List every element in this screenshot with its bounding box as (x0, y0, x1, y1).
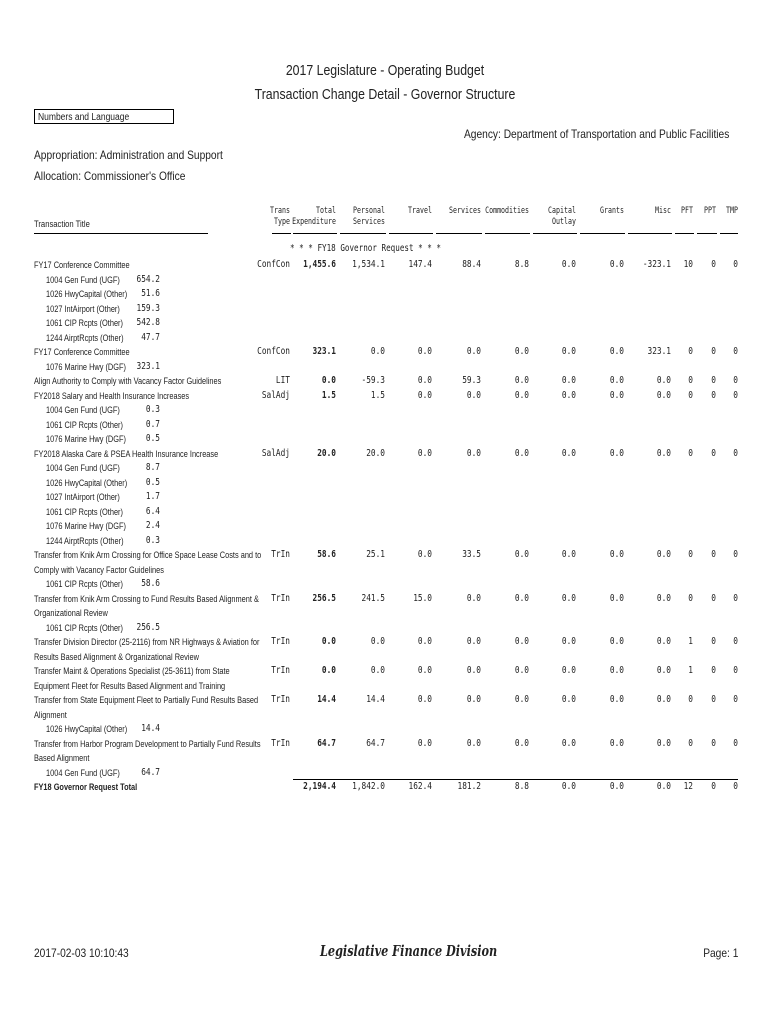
cell-grants: 0.0 (609, 259, 624, 270)
cell-services: 0.0 (466, 636, 481, 647)
cell-ppt: 0 (711, 375, 716, 386)
cell-ppt: 0 (711, 389, 716, 401)
total-travel: 162.4 (408, 781, 432, 792)
cell-services: 0.0 (466, 694, 481, 705)
cell-comm: 0.0 (514, 737, 529, 749)
cell-type: TrIn (271, 694, 290, 705)
cell-ppt: 0 (711, 737, 716, 749)
cell-travel: 15.0 (413, 592, 432, 604)
cell-misc: 0.0 (656, 665, 671, 676)
cell-comm: 0.0 (514, 389, 529, 401)
cell-grants: 0.0 (609, 549, 624, 560)
cell-cap: 0.0 (561, 447, 576, 459)
total-ppt: 0 (711, 781, 716, 792)
col-header-line: Travel (408, 206, 432, 216)
header-underline (272, 233, 291, 234)
header-underline (720, 233, 738, 234)
cell-ppt: 0 (711, 346, 716, 357)
cell-services: 88.4 (462, 259, 481, 270)
fund-amount: 0.3 (145, 534, 160, 546)
cell-tmp: 0 (733, 592, 738, 604)
fund-amount: 47.7 (141, 331, 160, 343)
cell-pft: 0 (688, 375, 693, 386)
cell-services: 0.0 (466, 592, 481, 604)
fund-source: 1026 HwyCapital (Other) (46, 477, 128, 488)
fund-source: 1076 Marine Hwy (DGF) (46, 434, 126, 444)
cell-cap: 0.0 (561, 346, 576, 357)
row-title: FY2018 Salary and Health Insurance Increases (34, 390, 190, 401)
cell-travel: 0.0 (417, 447, 432, 459)
total-cap: 0.0 (561, 781, 576, 792)
cell-pft: 0 (688, 389, 693, 401)
total-misc: 0.0 (656, 781, 671, 792)
report-title: 2017 Legislature - Operating Budget (285, 62, 485, 79)
col-header-tmp (676, 206, 738, 217)
cell-travel: 0.0 (417, 665, 432, 676)
cell-ps: 64.7 (366, 737, 385, 749)
section-label: * * * FY18 Governor Request * * * (290, 243, 441, 254)
appropriation-label: Appropriation: Administration and Support (34, 148, 223, 162)
cell-ps: 1,534.1 (352, 259, 385, 270)
cell-tmp: 0 (733, 636, 738, 647)
report-subtitle: Transaction Change Detail - Governor Structure (254, 86, 516, 103)
cell-services: 0.0 (466, 737, 481, 749)
col-header-line: PPT (704, 206, 716, 216)
cell-grants: 0.0 (609, 346, 624, 357)
cell-travel: 147.4 (408, 259, 432, 270)
cell-cap: 0.0 (561, 259, 576, 270)
cell-total: 0.0 (321, 665, 336, 676)
fund-amount: 1.7 (145, 491, 160, 502)
cell-pft: 10 (683, 259, 693, 270)
col-header-line: Services (449, 206, 481, 216)
fund-amount: 8.7 (145, 462, 160, 473)
fund-source: 1027 IntAirport (Other) (46, 303, 120, 314)
cell-pft: 0 (688, 447, 693, 459)
cell-ps: 241.5 (361, 592, 385, 604)
cell-misc: 0.0 (656, 636, 671, 647)
cell-total: 64.7 (317, 737, 336, 749)
row-title: Transfer from State Equipment Fleet to Partially Fund Results Based (34, 695, 259, 705)
cell-pft: 0 (688, 694, 693, 705)
cell-misc: 0.0 (656, 447, 671, 459)
fund-source: 1004 Gen Fund (UGF) (46, 405, 120, 415)
cell-total: 256.5 (312, 592, 336, 604)
footer-division: Legislative Finance Division (320, 942, 498, 960)
cell-total: 58.6 (317, 549, 336, 560)
fund-amount: 0.7 (145, 418, 160, 430)
cell-total: 0.0 (321, 375, 336, 386)
header-underline (697, 233, 717, 234)
fund-amount: 323.1 (136, 360, 160, 372)
cell-ps: 14.4 (366, 694, 385, 705)
cell-tmp: 0 (733, 447, 738, 459)
fund-source: 1061 CIP Rcpts (Other) (46, 622, 123, 633)
cell-ps: 0.0 (370, 665, 385, 676)
cell-misc: 0.0 (656, 549, 671, 560)
cell-misc: 0.0 (656, 737, 671, 749)
cell-travel: 0.0 (417, 346, 432, 357)
header-underline (675, 233, 694, 234)
fund-source: 1004 Gen Fund (UGF) (46, 767, 120, 778)
cell-comm: 0.0 (514, 694, 529, 705)
cell-ppt: 0 (711, 592, 716, 604)
header-underline (485, 233, 530, 234)
cell-ppt: 0 (711, 665, 716, 676)
cell-comm: 0.0 (514, 375, 529, 386)
cell-services: 0.0 (466, 346, 481, 357)
cell-grants: 0.0 (609, 636, 624, 647)
cell-type: SalAdj (261, 389, 290, 401)
fund-amount: 0.5 (145, 476, 160, 488)
row-title: Equipment Fleet for Results Based Alignment and Training (34, 680, 226, 691)
cell-misc: 0.0 (656, 592, 671, 604)
cell-travel: 0.0 (417, 737, 432, 749)
cell-total: 1.5 (321, 389, 336, 401)
total-services: 181.2 (457, 781, 481, 792)
fund-source: 1004 Gen Fund (UGF) (46, 463, 120, 473)
cell-grants: 0.0 (609, 737, 624, 749)
row-title: Alignment (34, 709, 67, 720)
header-underline (34, 233, 208, 234)
row-title: Transfer Maint & Operations Specialist (25-3611) from State (34, 666, 230, 676)
cell-misc: 323.1 (647, 346, 671, 357)
cell-grants: 0.0 (609, 389, 624, 401)
cell-total: 0.0 (321, 636, 336, 647)
col-header-line: Capital (548, 206, 576, 216)
cell-pft: 0 (688, 549, 693, 560)
total-comm: 8.8 (514, 781, 529, 792)
agency-label: Agency: Department of Transportation and Public Facilities (464, 127, 730, 141)
total-row-title: FY18 Governor Request Total (34, 782, 138, 792)
cell-comm: 0.0 (514, 549, 529, 560)
cell-tmp: 0 (733, 389, 738, 401)
cell-cap: 0.0 (561, 665, 576, 676)
fund-amount: 6.4 (145, 505, 160, 517)
cell-cap: 0.0 (561, 375, 576, 386)
cell-tmp: 0 (733, 346, 738, 357)
cell-misc: 0.0 (656, 694, 671, 705)
cell-travel: 0.0 (417, 636, 432, 647)
cell-comm: 8.8 (514, 259, 529, 270)
cell-pft: 1 (688, 636, 693, 647)
cell-services: 59.3 (462, 375, 481, 386)
cell-type: TrIn (271, 737, 290, 749)
cell-total: 1,455.6 (303, 259, 336, 270)
fund-source: 1004 Gen Fund (UGF) (46, 274, 120, 285)
fund-source: 1061 CIP Rcpts (Other) (46, 318, 123, 328)
row-title: Comply with Vacancy Factor Guidelines (34, 564, 164, 575)
col-header-line: Services (353, 217, 385, 227)
header-underline (533, 233, 577, 234)
cell-pft: 0 (688, 592, 693, 604)
cell-pft: 0 (688, 346, 693, 357)
cell-ps: 0.0 (370, 636, 385, 647)
cell-pft: 0 (688, 737, 693, 749)
allocation-label: Allocation: Commissioner's Office (34, 169, 186, 183)
cell-travel: 0.0 (417, 549, 432, 560)
col-header-line: PFT (681, 206, 693, 216)
cell-ppt: 0 (711, 259, 716, 270)
row-title: Results Based Alignment & Organizational Review (34, 651, 199, 662)
cell-tmp: 0 (733, 665, 738, 676)
cell-services: 0.0 (466, 665, 481, 676)
footer-page: Page: 1 (702, 946, 738, 960)
cell-type: ConfCon (257, 259, 290, 270)
cell-services: 0.0 (466, 389, 481, 401)
fund-amount: 654.2 (136, 273, 160, 285)
cell-cap: 0.0 (561, 549, 576, 560)
cell-cap: 0.0 (561, 737, 576, 749)
header-underline (580, 233, 625, 234)
total-ps: 1,842.0 (352, 781, 385, 792)
cell-travel: 0.0 (417, 375, 432, 386)
row-title: Transfer from Knik Arm Crossing for Office Space Lease Costs and to (34, 550, 262, 560)
col-header-line: TMP (726, 206, 738, 216)
cell-ps: -59.3 (361, 375, 385, 386)
cell-type: TrIn (271, 665, 290, 676)
cell-tmp: 0 (733, 259, 738, 270)
col-header-line: Grants (600, 206, 624, 216)
cell-type: TrIn (271, 592, 290, 604)
header-underline (436, 233, 482, 234)
cell-travel: 0.0 (417, 694, 432, 705)
cell-total: 20.0 (317, 447, 336, 459)
row-title: Transfer Division Director (25-2116) from NR Highways & Aviation for (34, 637, 260, 647)
cell-services: 33.5 (462, 549, 481, 560)
fund-source: 1026 HwyCapital (Other) (46, 289, 128, 299)
cell-comm: 0.0 (514, 592, 529, 604)
row-title: Align Authority to Comply with Vacancy Factor Guidelines (34, 376, 222, 386)
col-header-line: Total (316, 206, 336, 216)
cell-type: TrIn (271, 549, 290, 560)
cell-tmp: 0 (733, 694, 738, 705)
header-underline (628, 233, 672, 234)
cell-ps: 25.1 (366, 549, 385, 560)
cell-type: LIT (275, 375, 290, 386)
cell-total: 323.1 (312, 346, 336, 357)
cell-tmp: 0 (733, 375, 738, 386)
cell-tmp: 0 (733, 737, 738, 749)
numbers-language-label: Numbers and Language (38, 112, 130, 123)
fund-amount: 0.3 (145, 404, 160, 415)
col-transaction-title: Transaction Title (34, 219, 90, 229)
cell-comm: 0.0 (514, 346, 529, 357)
cell-pft: 1 (688, 665, 693, 676)
fund-source: 1076 Marine Hwy (DGF) (46, 521, 126, 531)
row-title: Transfer from Knik Arm Crossing to Fund Results Based Alignment & (34, 593, 259, 604)
col-header-line: Outlay (552, 217, 576, 227)
fund-amount: 0.5 (145, 433, 160, 444)
numbers-language-box (34, 109, 174, 124)
fund-source: 1026 HwyCapital (Other) (46, 724, 128, 734)
fund-amount: 159.3 (136, 302, 160, 314)
footer-timestamp: 2017-02-03 10:10:43 (34, 946, 129, 960)
cell-cap: 0.0 (561, 592, 576, 604)
fund-amount: 58.6 (141, 578, 160, 589)
cell-ppt: 0 (711, 549, 716, 560)
cell-ps: 1.5 (370, 389, 385, 401)
cell-grants: 0.0 (609, 665, 624, 676)
col-header-line: Expenditure (292, 217, 336, 227)
header-underline (389, 233, 433, 234)
fund-amount: 64.7 (141, 766, 160, 778)
cell-comm: 0.0 (514, 665, 529, 676)
cell-grants: 0.0 (609, 375, 624, 386)
row-title: FY17 Conference Committee (34, 260, 130, 270)
row-title: Organizational Review (34, 608, 108, 618)
col-header-line: Personal (353, 206, 385, 216)
fund-amount: 256.5 (136, 621, 160, 633)
fund-source: 1061 CIP Rcpts (Other) (46, 579, 123, 589)
cell-type: ConfCon (257, 346, 290, 357)
total-grants: 0.0 (609, 781, 624, 792)
col-header-line: Commodities (485, 206, 529, 216)
fund-amount: 51.6 (141, 288, 160, 299)
col-header-line: Misc (655, 206, 671, 216)
col-header-line: Type (274, 217, 290, 227)
fund-source: 1076 Marine Hwy (DGF) (46, 361, 126, 372)
cell-ps: 20.0 (366, 447, 385, 459)
cell-services: 0.0 (466, 447, 481, 459)
cell-ppt: 0 (711, 636, 716, 647)
cell-ps: 0.0 (370, 346, 385, 357)
row-title: FY2018 Alaska Care & PSEA Health Insurance Increase (34, 448, 219, 459)
fund-source: 1244 AirptRcpts (Other) (46, 535, 124, 546)
cell-tmp: 0 (733, 549, 738, 560)
cell-misc: -323.1 (642, 259, 671, 270)
cell-comm: 0.0 (514, 636, 529, 647)
cell-grants: 0.0 (609, 694, 624, 705)
header-underline (340, 233, 386, 234)
row-title: FY17 Conference Committee (34, 347, 130, 357)
col-header-line: Trans (270, 206, 290, 216)
cell-ppt: 0 (711, 694, 716, 705)
fund-amount: 14.4 (141, 723, 160, 734)
cell-type: SalAdj (261, 447, 290, 459)
header-underline (293, 233, 337, 234)
row-title: Transfer from Harbor Program Development to Partially Fund Results (34, 738, 261, 749)
cell-type: TrIn (271, 636, 290, 647)
cell-ppt: 0 (711, 447, 716, 459)
cell-travel: 0.0 (417, 389, 432, 401)
total-pft: 12 (683, 781, 693, 792)
total-tmp: 0 (733, 781, 738, 792)
cell-cap: 0.0 (561, 694, 576, 705)
row-title: Based Alignment (34, 753, 90, 763)
cell-cap: 0.0 (561, 389, 576, 401)
cell-misc: 0.0 (656, 389, 671, 401)
cell-grants: 0.0 (609, 592, 624, 604)
cell-total: 14.4 (317, 694, 336, 705)
cell-grants: 0.0 (609, 447, 624, 459)
fund-source: 1061 CIP Rcpts (Other) (46, 506, 123, 517)
fund-amount: 542.8 (136, 317, 160, 328)
fund-source: 1061 CIP Rcpts (Other) (46, 419, 123, 430)
fund-amount: 2.4 (145, 520, 160, 531)
total-total: 2,194.4 (303, 781, 336, 792)
cell-comm: 0.0 (514, 447, 529, 459)
fund-source: 1244 AirptRcpts (Other) (46, 332, 124, 343)
fund-source: 1027 IntAirport (Other) (46, 492, 120, 502)
cell-misc: 0.0 (656, 375, 671, 386)
cell-cap: 0.0 (561, 636, 576, 647)
